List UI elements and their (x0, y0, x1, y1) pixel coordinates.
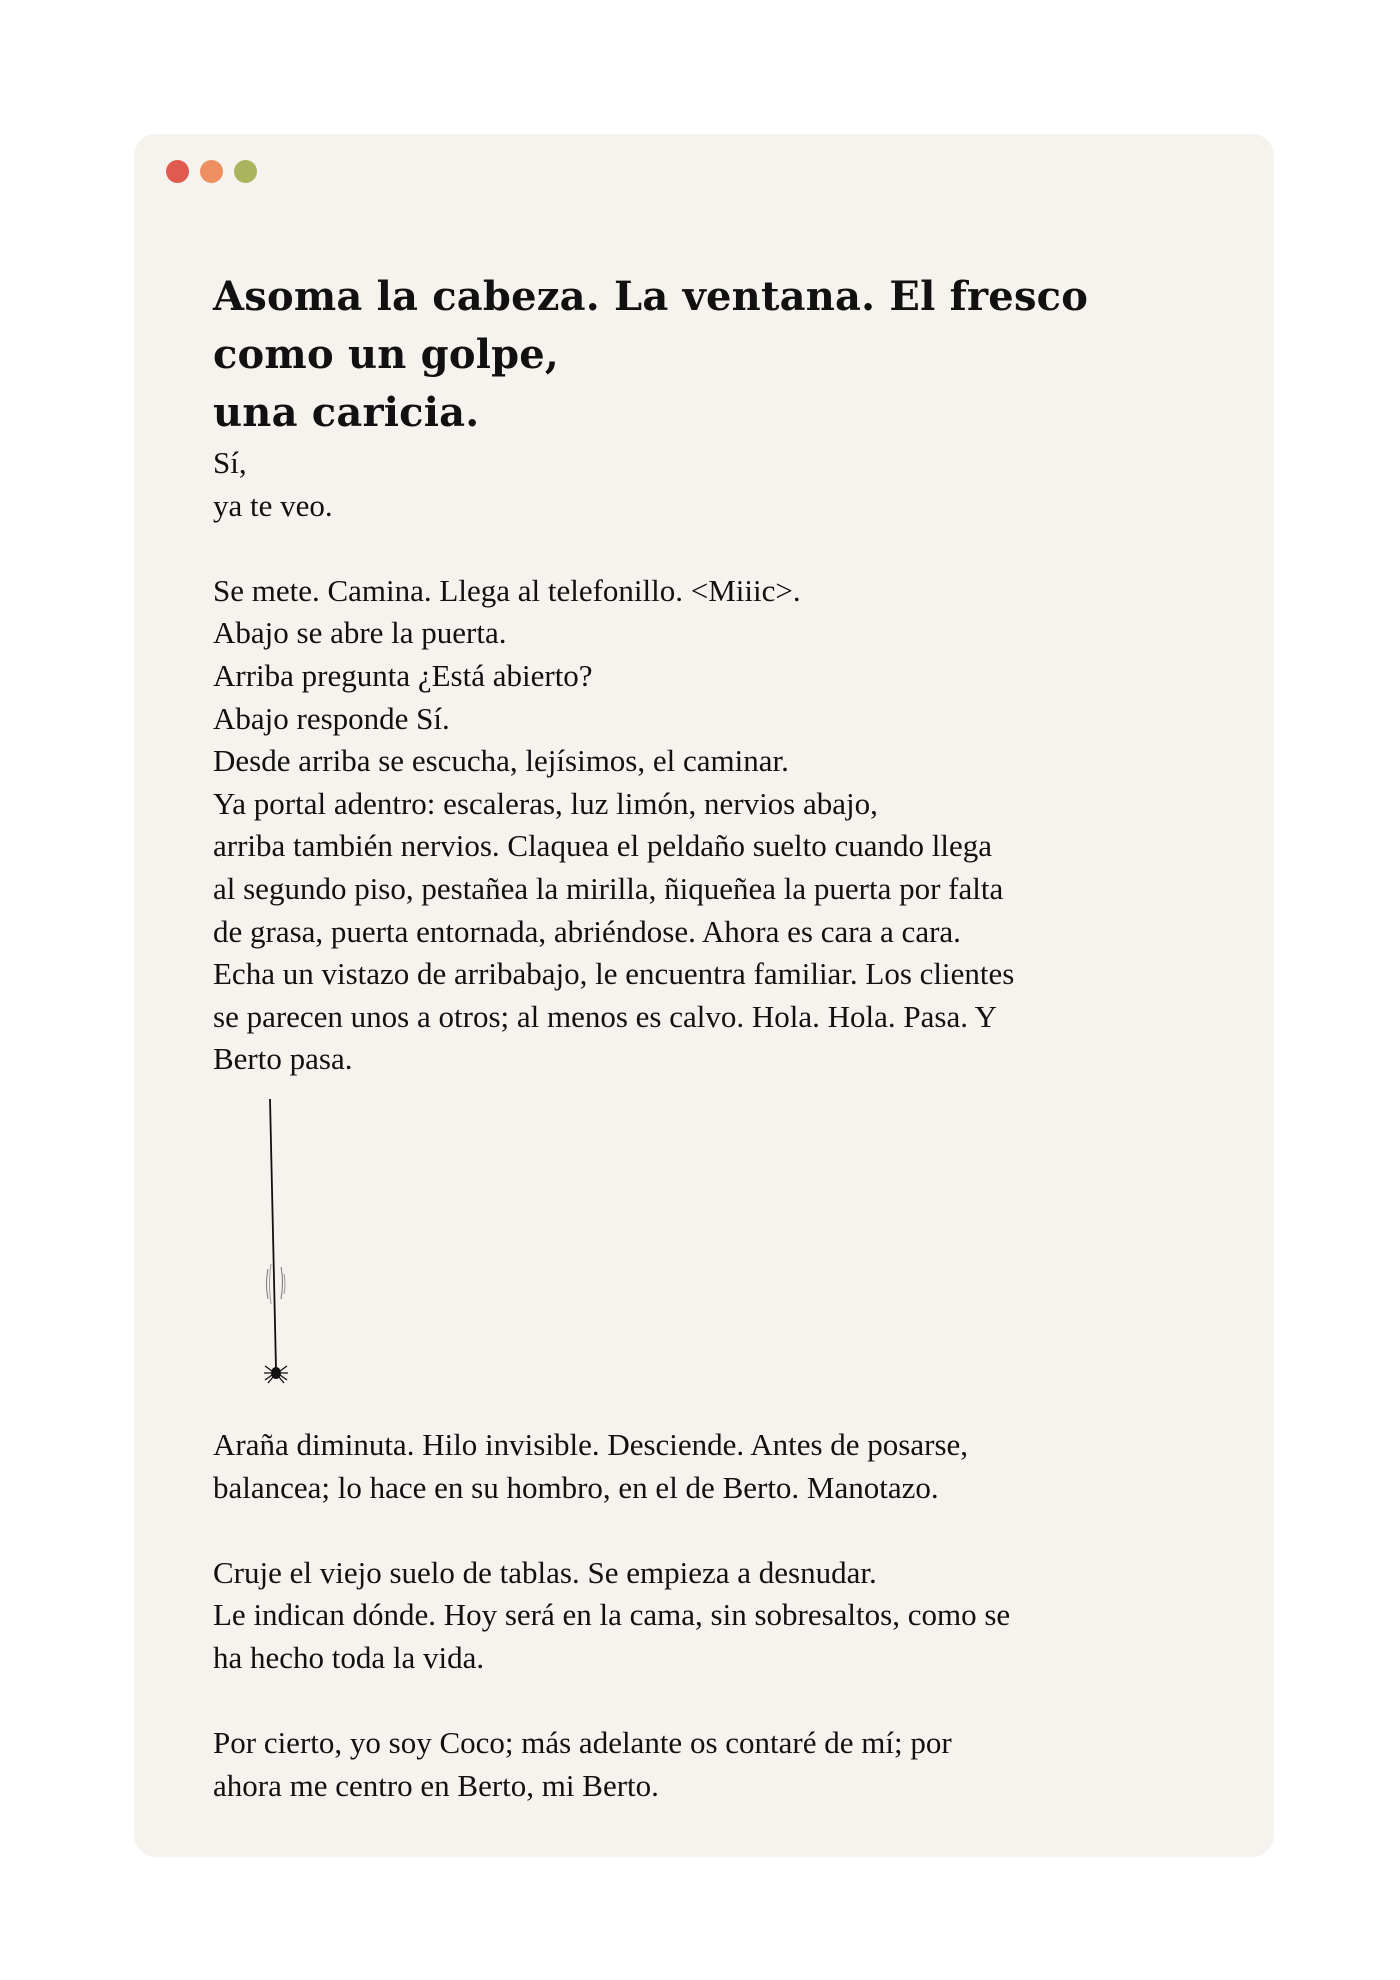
spider-illustration (213, 1081, 1223, 1424)
text-line: al segundo piso, pestañea la mirilla, ñiqueñea la puerta por falta (213, 870, 1004, 906)
text-line: Araña diminuta. Hilo invisible. Desciende. Antes de posarse, (213, 1426, 969, 1462)
text-line: ahora me centro en Berto, mi Berto. (213, 1767, 659, 1803)
text-line: Por cierto, yo soy Coco; más adelante os contaré de mí; por (213, 1725, 952, 1761)
title-line: una caricia. (213, 389, 480, 436)
paragraph-undress (213, 1552, 1223, 1680)
paragraph-narrator (213, 1722, 1223, 1807)
spider-icon (253, 1099, 313, 1399)
text-line: Abajo responde Sí. (213, 700, 450, 736)
text-line: ha hecho toda la vida. (213, 1639, 485, 1675)
text-line: Arriba pregunta ¿Está abierto? (213, 657, 593, 693)
text-line: Sí, (213, 445, 247, 480)
text-line: ya te veo. (213, 487, 333, 523)
text-line: balancea; lo hace en su hombro, en el de Berto. Manotazo. (213, 1469, 939, 1505)
paragraph-gap (213, 1509, 1223, 1552)
close-button[interactable] (166, 160, 189, 183)
paragraph-spider (213, 1424, 1223, 1509)
text-line: Se mete. Camina. Llega al telefonillo. <Miiic>. (213, 572, 801, 608)
text-line: de grasa, puerta entornada, abriéndose. Ahora es cara a cara. (213, 913, 961, 949)
zoom-button[interactable] (234, 160, 257, 183)
text-line: arriba también nervios. Claquea el peldaño suelto cuando llega (213, 828, 993, 864)
text-line: Abajo se abre la puerta. (213, 615, 507, 651)
intro-paragraph (213, 442, 1223, 527)
window-controls (166, 160, 257, 183)
text-line: Cruje el viejo suelo de tablas. Se empieza a desnudar. (213, 1554, 877, 1590)
document-content (213, 268, 1223, 1807)
paragraph-arrival (213, 570, 1223, 1081)
text-line: Berto pasa. (213, 1041, 353, 1077)
title-line: como un golpe, (213, 331, 560, 378)
paragraph-gap (213, 1679, 1223, 1722)
document-window (134, 134, 1274, 1857)
title-line: Asoma la cabeza. La ventana. El fresco (213, 273, 1089, 320)
text-line: Ya portal adentro: escaleras, luz limón, nervios abajo, (213, 785, 878, 821)
text-line: Desde arriba se escucha, lejísimos, el caminar. (213, 743, 789, 779)
text-line: Le indican dónde. Hoy será en la cama, sin sobresaltos, como se (213, 1597, 1011, 1633)
text-line: Echa un vistazo de arribabajo, le encuentra familiar. Los clientes (213, 956, 1015, 992)
text-line: se parecen unos a otros; al menos es calvo. Hola. Hola. Pasa. Y (213, 998, 997, 1034)
paragraph-gap (213, 527, 1223, 570)
minimize-button[interactable] (200, 160, 223, 183)
document-title (213, 268, 1223, 442)
